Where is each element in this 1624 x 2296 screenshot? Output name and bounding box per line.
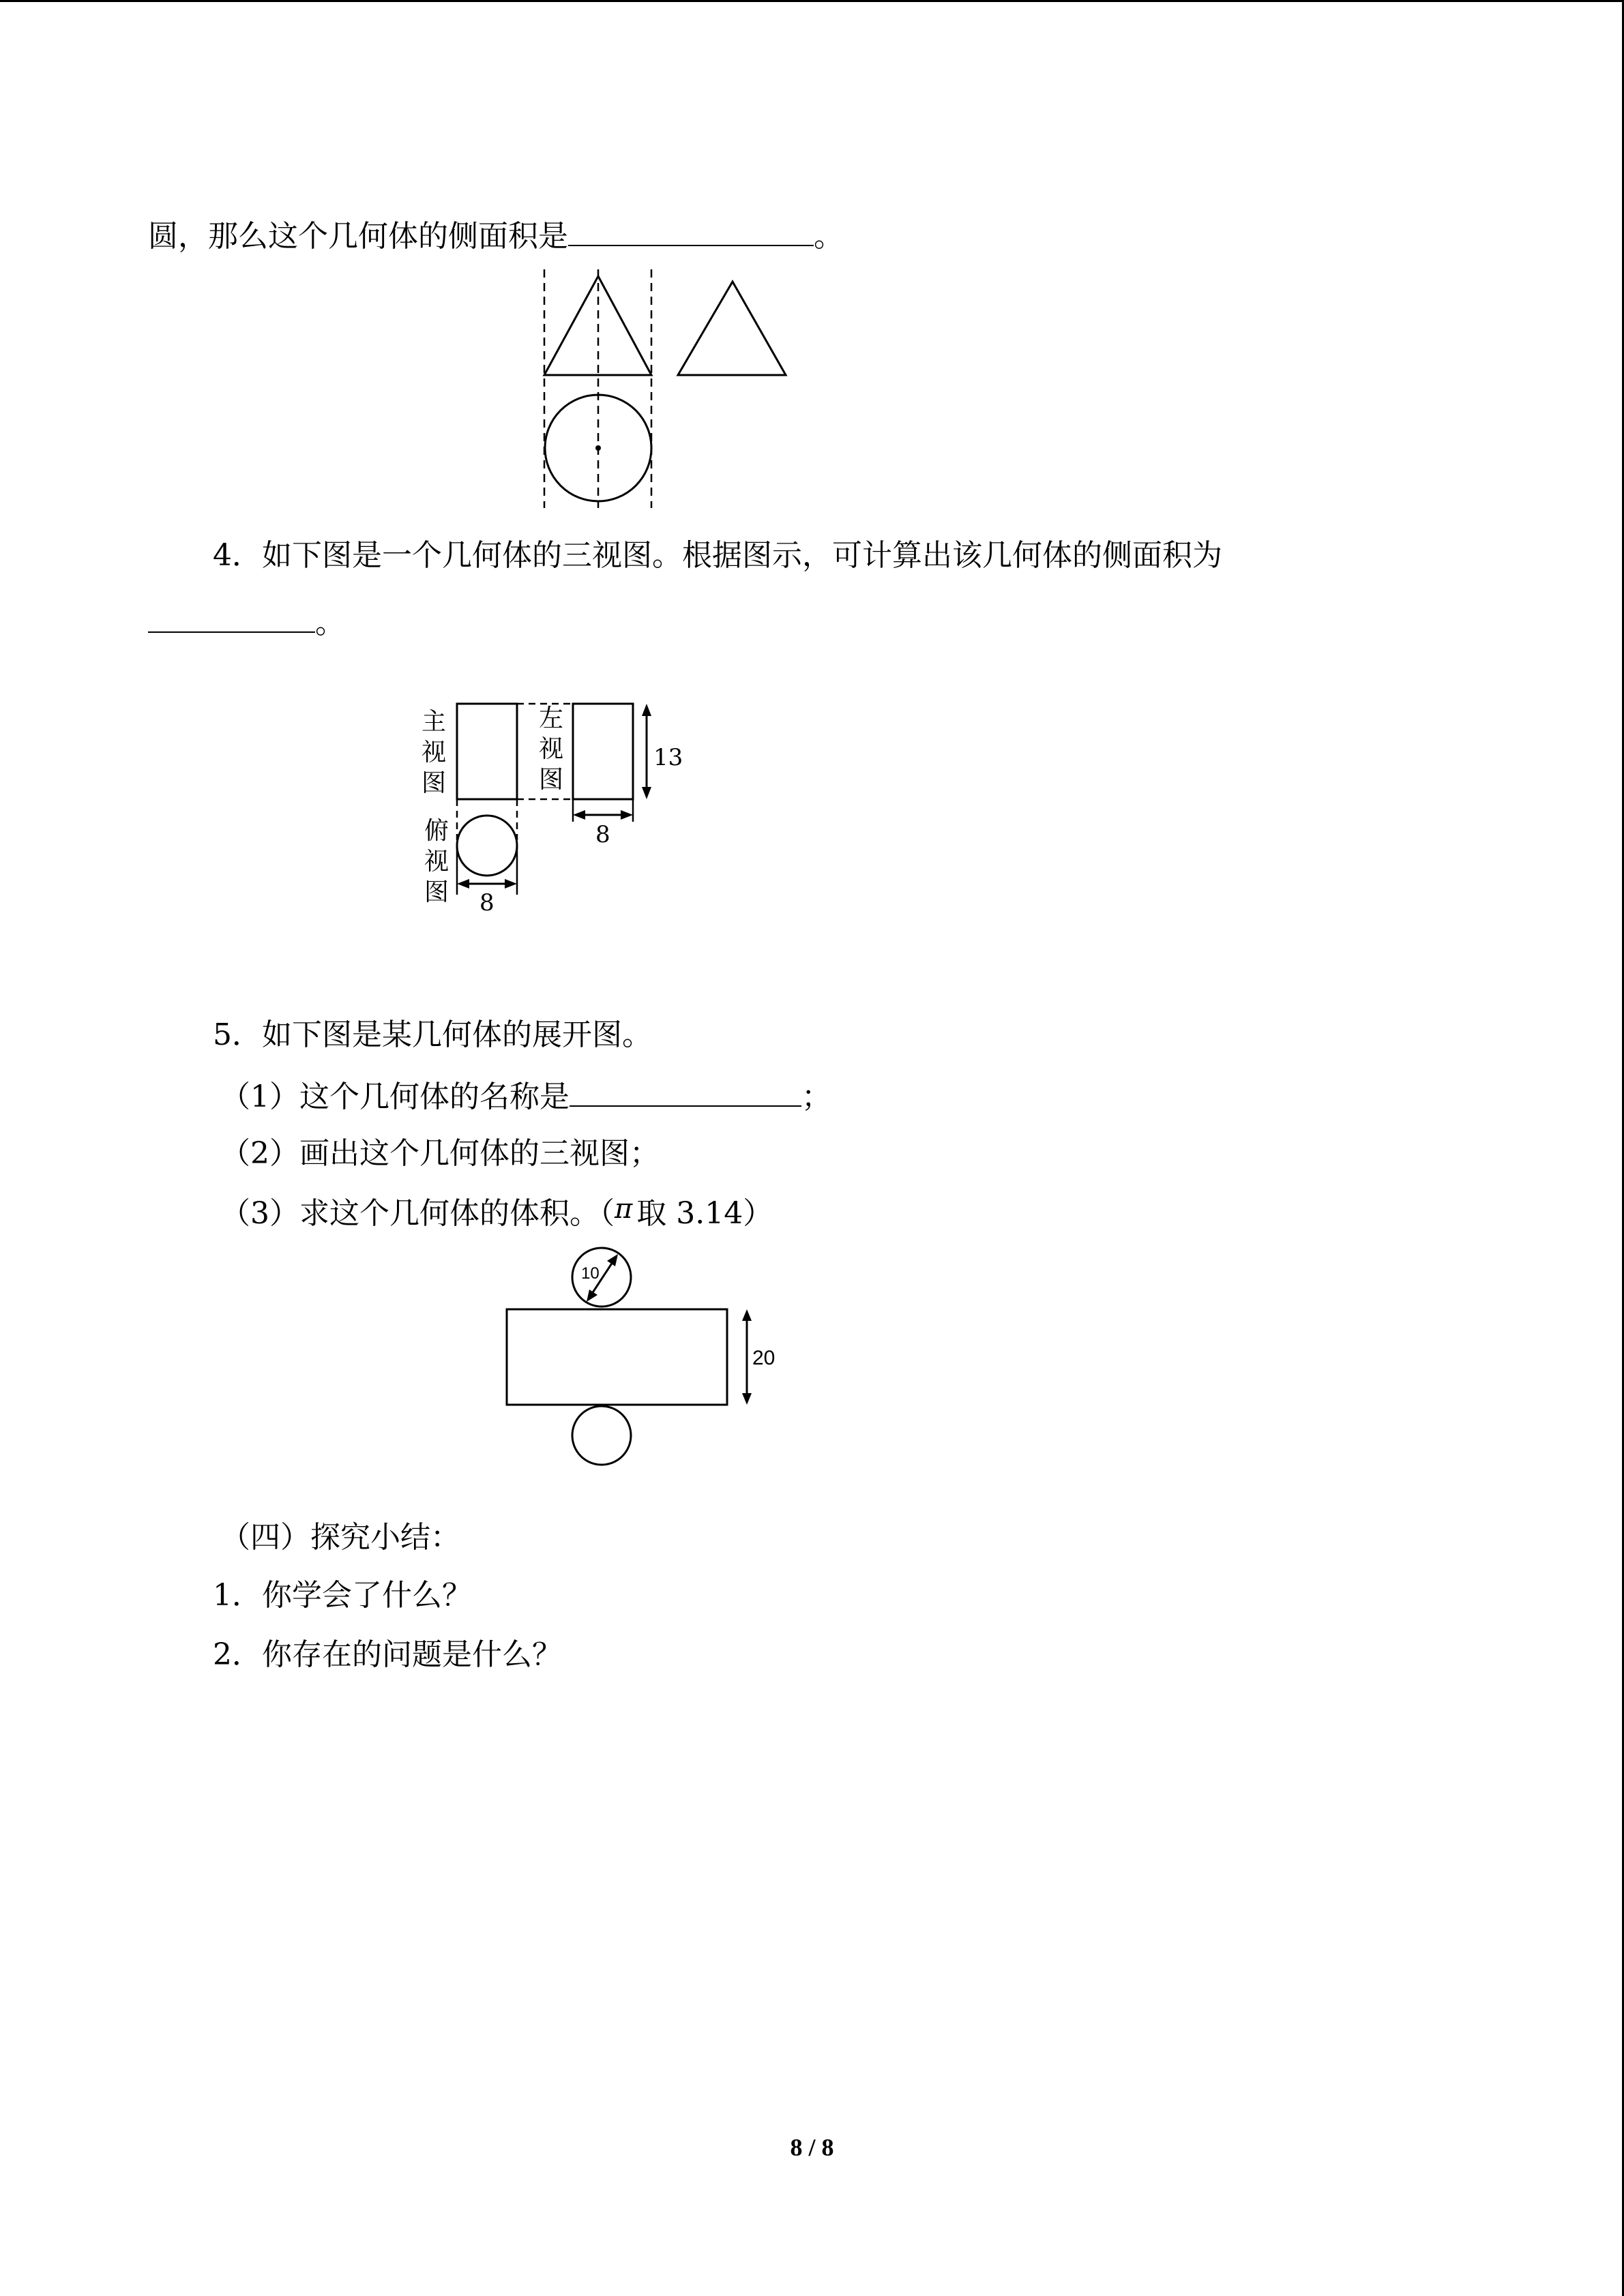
summary-item-1: 1．你学会了什么？ xyxy=(213,1578,472,1613)
cylinder-three-views-figure xyxy=(409,696,696,921)
q5-sub3-post: 取 3.14） xyxy=(636,1196,773,1231)
cylinder-net-figure xyxy=(498,1244,784,1476)
q4-answer-line xyxy=(148,600,345,644)
summary-title: （四）探究小结： xyxy=(220,1520,460,1555)
cone-three-views-figure xyxy=(532,269,805,515)
height-label: 13 xyxy=(653,744,683,771)
q5-sub1-answer-blank[interactable] xyxy=(570,1074,801,1107)
q5-sub1-end: ； xyxy=(801,1079,831,1114)
q5-sub2: （2）画出这个几何体的三视图； xyxy=(220,1136,660,1171)
front-view-label-3: 图 xyxy=(422,769,447,797)
diameter-arrow-head-bottom xyxy=(587,1289,597,1302)
left-width-arrow-right xyxy=(621,810,633,820)
pi-symbol: π xyxy=(615,1193,633,1225)
diameter-arrow-head-top xyxy=(607,1254,618,1266)
net-rectangle xyxy=(507,1309,727,1405)
left-view-rect xyxy=(573,704,633,799)
top-diameter-label: 8 xyxy=(479,889,494,916)
q4-answer-blank[interactable] xyxy=(148,600,315,633)
left-view-label-3: 图 xyxy=(539,766,564,794)
net-height-arrow-down xyxy=(742,1393,752,1405)
left-width-label: 8 xyxy=(595,821,610,848)
left-view-label-2: 视 xyxy=(539,735,564,763)
q5-sub1-line xyxy=(220,1074,831,1118)
net-height-arrow-up xyxy=(742,1309,752,1321)
front-view-label-2: 视 xyxy=(422,739,447,766)
left-width-arrow-left xyxy=(573,810,585,820)
front-view-label-1: 主 xyxy=(422,708,447,736)
q4-question: 4．如下图是一个几何体的三视图。根据图示，可计算出该几何体的侧面积为 xyxy=(213,538,1222,573)
front-view-rect xyxy=(457,704,517,799)
page-number: 8 / 8 xyxy=(790,2134,834,2161)
top-view-circle xyxy=(457,816,517,876)
q5-sub3-pre: （3）求这个几何体的体积。（ xyxy=(220,1196,615,1231)
q3-tail-text: 圆，那么这个几何体的侧面积是 xyxy=(148,219,568,254)
q5-sub3-line xyxy=(220,1193,773,1235)
left-view-label-1: 左 xyxy=(539,704,564,732)
top-view-label-3: 图 xyxy=(424,878,449,906)
height-arrow-down xyxy=(642,787,651,799)
height-arrow-up xyxy=(642,704,651,716)
q3-tail-end: 。 xyxy=(814,219,844,254)
side-view-triangle xyxy=(678,282,786,375)
q5-sub1-text: （1）这个几何体的名称是 xyxy=(220,1079,570,1114)
top-diameter-arrow-right xyxy=(505,879,517,889)
q4-end: 。 xyxy=(315,606,345,640)
top-view-label-2: 视 xyxy=(424,848,449,876)
diameter-label: 10 xyxy=(581,1264,600,1283)
net-bottom-circle xyxy=(572,1406,631,1465)
q5-question: 5．如下图是某几何体的展开图。 xyxy=(213,1017,652,1052)
page-border-top xyxy=(0,0,1624,2)
top-view-label-1: 俯 xyxy=(424,817,449,845)
q3-tail-line xyxy=(148,213,844,257)
q3-answer-blank[interactable] xyxy=(568,213,814,246)
summary-item-2: 2．你存在的问题是什么？ xyxy=(213,1637,562,1672)
top-diameter-arrow-left xyxy=(457,879,469,889)
net-height-label: 20 xyxy=(752,1347,776,1369)
